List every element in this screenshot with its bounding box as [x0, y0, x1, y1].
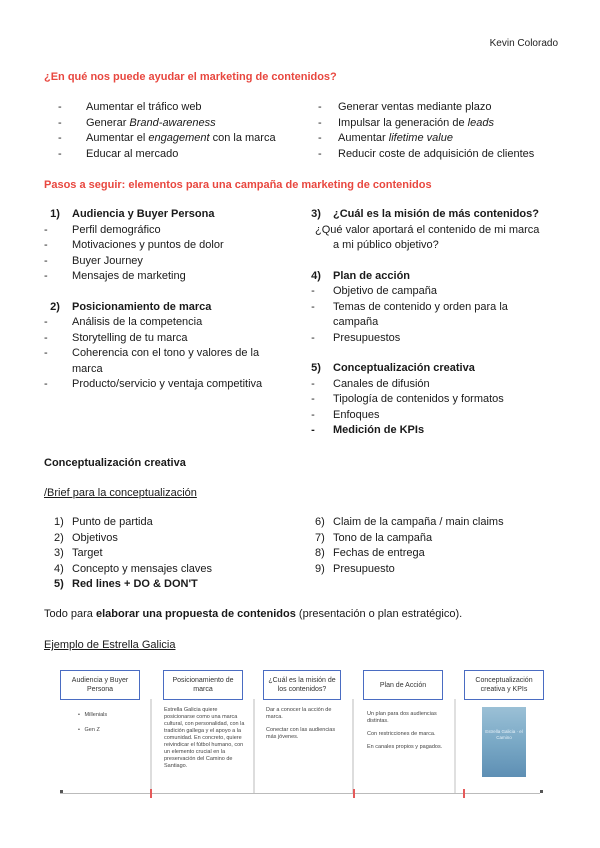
- list-item: - Motivaciones y puntos de dolor: [44, 239, 224, 251]
- diagram-col3: Dar a conocer la acción de marca. Conectar con las audiencias más jóvenes.: [266, 707, 336, 740]
- section3-subheading: /Brief para la conceptualización: [44, 487, 197, 499]
- section3-heading: Conceptualización creativa: [44, 457, 186, 469]
- diagram-separator: [352, 699, 354, 794]
- list-item: - Impulsar la generación de leads: [318, 116, 494, 129]
- list-item: - Temas de contenido y orden para la: [305, 300, 508, 313]
- list-item: - Coherencia con el tono y valores de la: [44, 347, 260, 359]
- diagram-separator: [454, 699, 456, 794]
- list-item-red-lines: 5) Red lines + DO & DON'T: [54, 578, 198, 590]
- diagram-col2: Estrella Galicia quiere posicionarse como una marca cultural, con personalidad, con la tradición gallega y el apoyo a la comunidad. En concreto, quiere reivindicar el fútbol humano, con un elemento crucial en la preservación del Camino de Santiago.: [164, 707, 245, 769]
- campaign-poster-image: Estrella Galicia · el Camino: [482, 707, 526, 777]
- diagram-box-plan: Plan de Acción: [363, 670, 443, 700]
- diagram-tick: [150, 789, 152, 798]
- list-item: 9) Presupuesto: [315, 562, 395, 575]
- list-item: 1) Punto de partida: [54, 516, 153, 528]
- brief-right-list: [315, 515, 555, 577]
- section2-right-column: [305, 207, 565, 439]
- block3-text: a mi público objetivo?: [333, 239, 439, 251]
- block3-title: 3) ¿Cuál es la misión de más contenidos?: [305, 208, 539, 220]
- list-item: - Análisis de la competencia: [44, 316, 203, 328]
- list-item: campaña: [333, 316, 379, 328]
- diagram-dot: [540, 790, 543, 793]
- list-item: - Perfil demográfico: [44, 223, 161, 236]
- list-item: 3) Target: [54, 547, 103, 559]
- list-item-kpis: - Medición de KPIs: [305, 424, 425, 436]
- diagram-separator: [150, 699, 152, 794]
- section1-left-list: [58, 100, 308, 162]
- section1-right-list: [318, 100, 568, 162]
- block4-title: 4) Plan de acción: [305, 269, 411, 282]
- diagram-box-posicionamiento: Posicionamiento de marca: [163, 670, 243, 700]
- list-item: 2) Objetivos: [54, 531, 118, 544]
- list-item: - Objetivo de campaña: [305, 285, 437, 297]
- list-item: - Presupuestos: [305, 331, 401, 344]
- list-item: - Aumentar el tráfico web: [58, 101, 202, 113]
- list-item: - Buyer Journey: [44, 254, 143, 267]
- summary-text: Todo para elaborar una propuesta de contenidos (presentación o plan estratégico).: [44, 608, 463, 620]
- list-item: - Mensajes de marketing: [44, 270, 186, 282]
- list-item: - Aumentar lifetime value: [318, 132, 453, 144]
- diagram-box-mision: ¿Cuál es la misión de los contenidos?: [263, 670, 341, 700]
- list-item: 4) Concepto y mensajes claves: [54, 562, 213, 575]
- block3-text: ¿Qué valor aportará el contenido de mi marca: [315, 223, 540, 236]
- section2-heading: Pasos a seguir: elementos para una campaña de marketing de contenidos: [44, 179, 432, 191]
- list-item: 6) Claim de la campaña / main claims: [315, 516, 504, 528]
- block1-title: 1) Audiencia y Buyer Persona: [44, 208, 215, 220]
- list-item: - Reducir coste de adquisición de clientes: [318, 147, 535, 160]
- list-item: - Educar al mercado: [58, 147, 179, 160]
- list-item: 7) Tono de la campaña: [315, 531, 433, 544]
- block5-title: 5) Conceptualización creativa: [305, 362, 475, 374]
- block2-title: 2) Posicionamiento de marca: [44, 300, 212, 313]
- list-item: - Producto/servicio y ventaja competitiva: [44, 378, 263, 390]
- list-item: - Tipología de contenidos y formatos: [305, 393, 504, 405]
- list-item: - Generar ventas mediante plazo: [318, 101, 492, 113]
- diagram-col4: Un plan para dos audiencias distintas. Con restricciones de marca. En canales propios y pagados.: [367, 711, 443, 750]
- diagram-tick: [353, 789, 355, 798]
- diagram-box-audiencia: Audiencia y Buyer Persona: [60, 670, 140, 700]
- list-item: - Storytelling de tu marca: [44, 331, 188, 344]
- list-item: marca: [72, 362, 103, 375]
- example-heading: Ejemplo de Estrella Galicia: [44, 639, 176, 651]
- list-item: 8) Fechas de entrega: [315, 547, 425, 559]
- list-item: - Canales de difusión: [305, 377, 430, 390]
- diagram-col1: • Millenials • Gen Z: [78, 712, 108, 733]
- diagram-separator: [253, 699, 255, 794]
- diagram-tick: [463, 789, 465, 798]
- section2-left-column: [44, 207, 284, 393]
- author-name: Kevin Colorado: [489, 38, 558, 49]
- diagram-box-conceptualizacion: Conceptualización creativa y KPIs: [464, 670, 544, 700]
- brief-left-list: [54, 515, 294, 593]
- list-item: - Enfoques: [305, 408, 380, 421]
- list-item: - Generar Brand-awareness: [58, 116, 216, 129]
- section1-heading: ¿En qué nos puede ayudar el marketing de contenidos?: [44, 71, 337, 83]
- diagram-dot: [60, 790, 63, 793]
- diagram-baseline: [60, 793, 540, 794]
- list-item: - Aumentar el engagement con la marca: [58, 132, 276, 144]
